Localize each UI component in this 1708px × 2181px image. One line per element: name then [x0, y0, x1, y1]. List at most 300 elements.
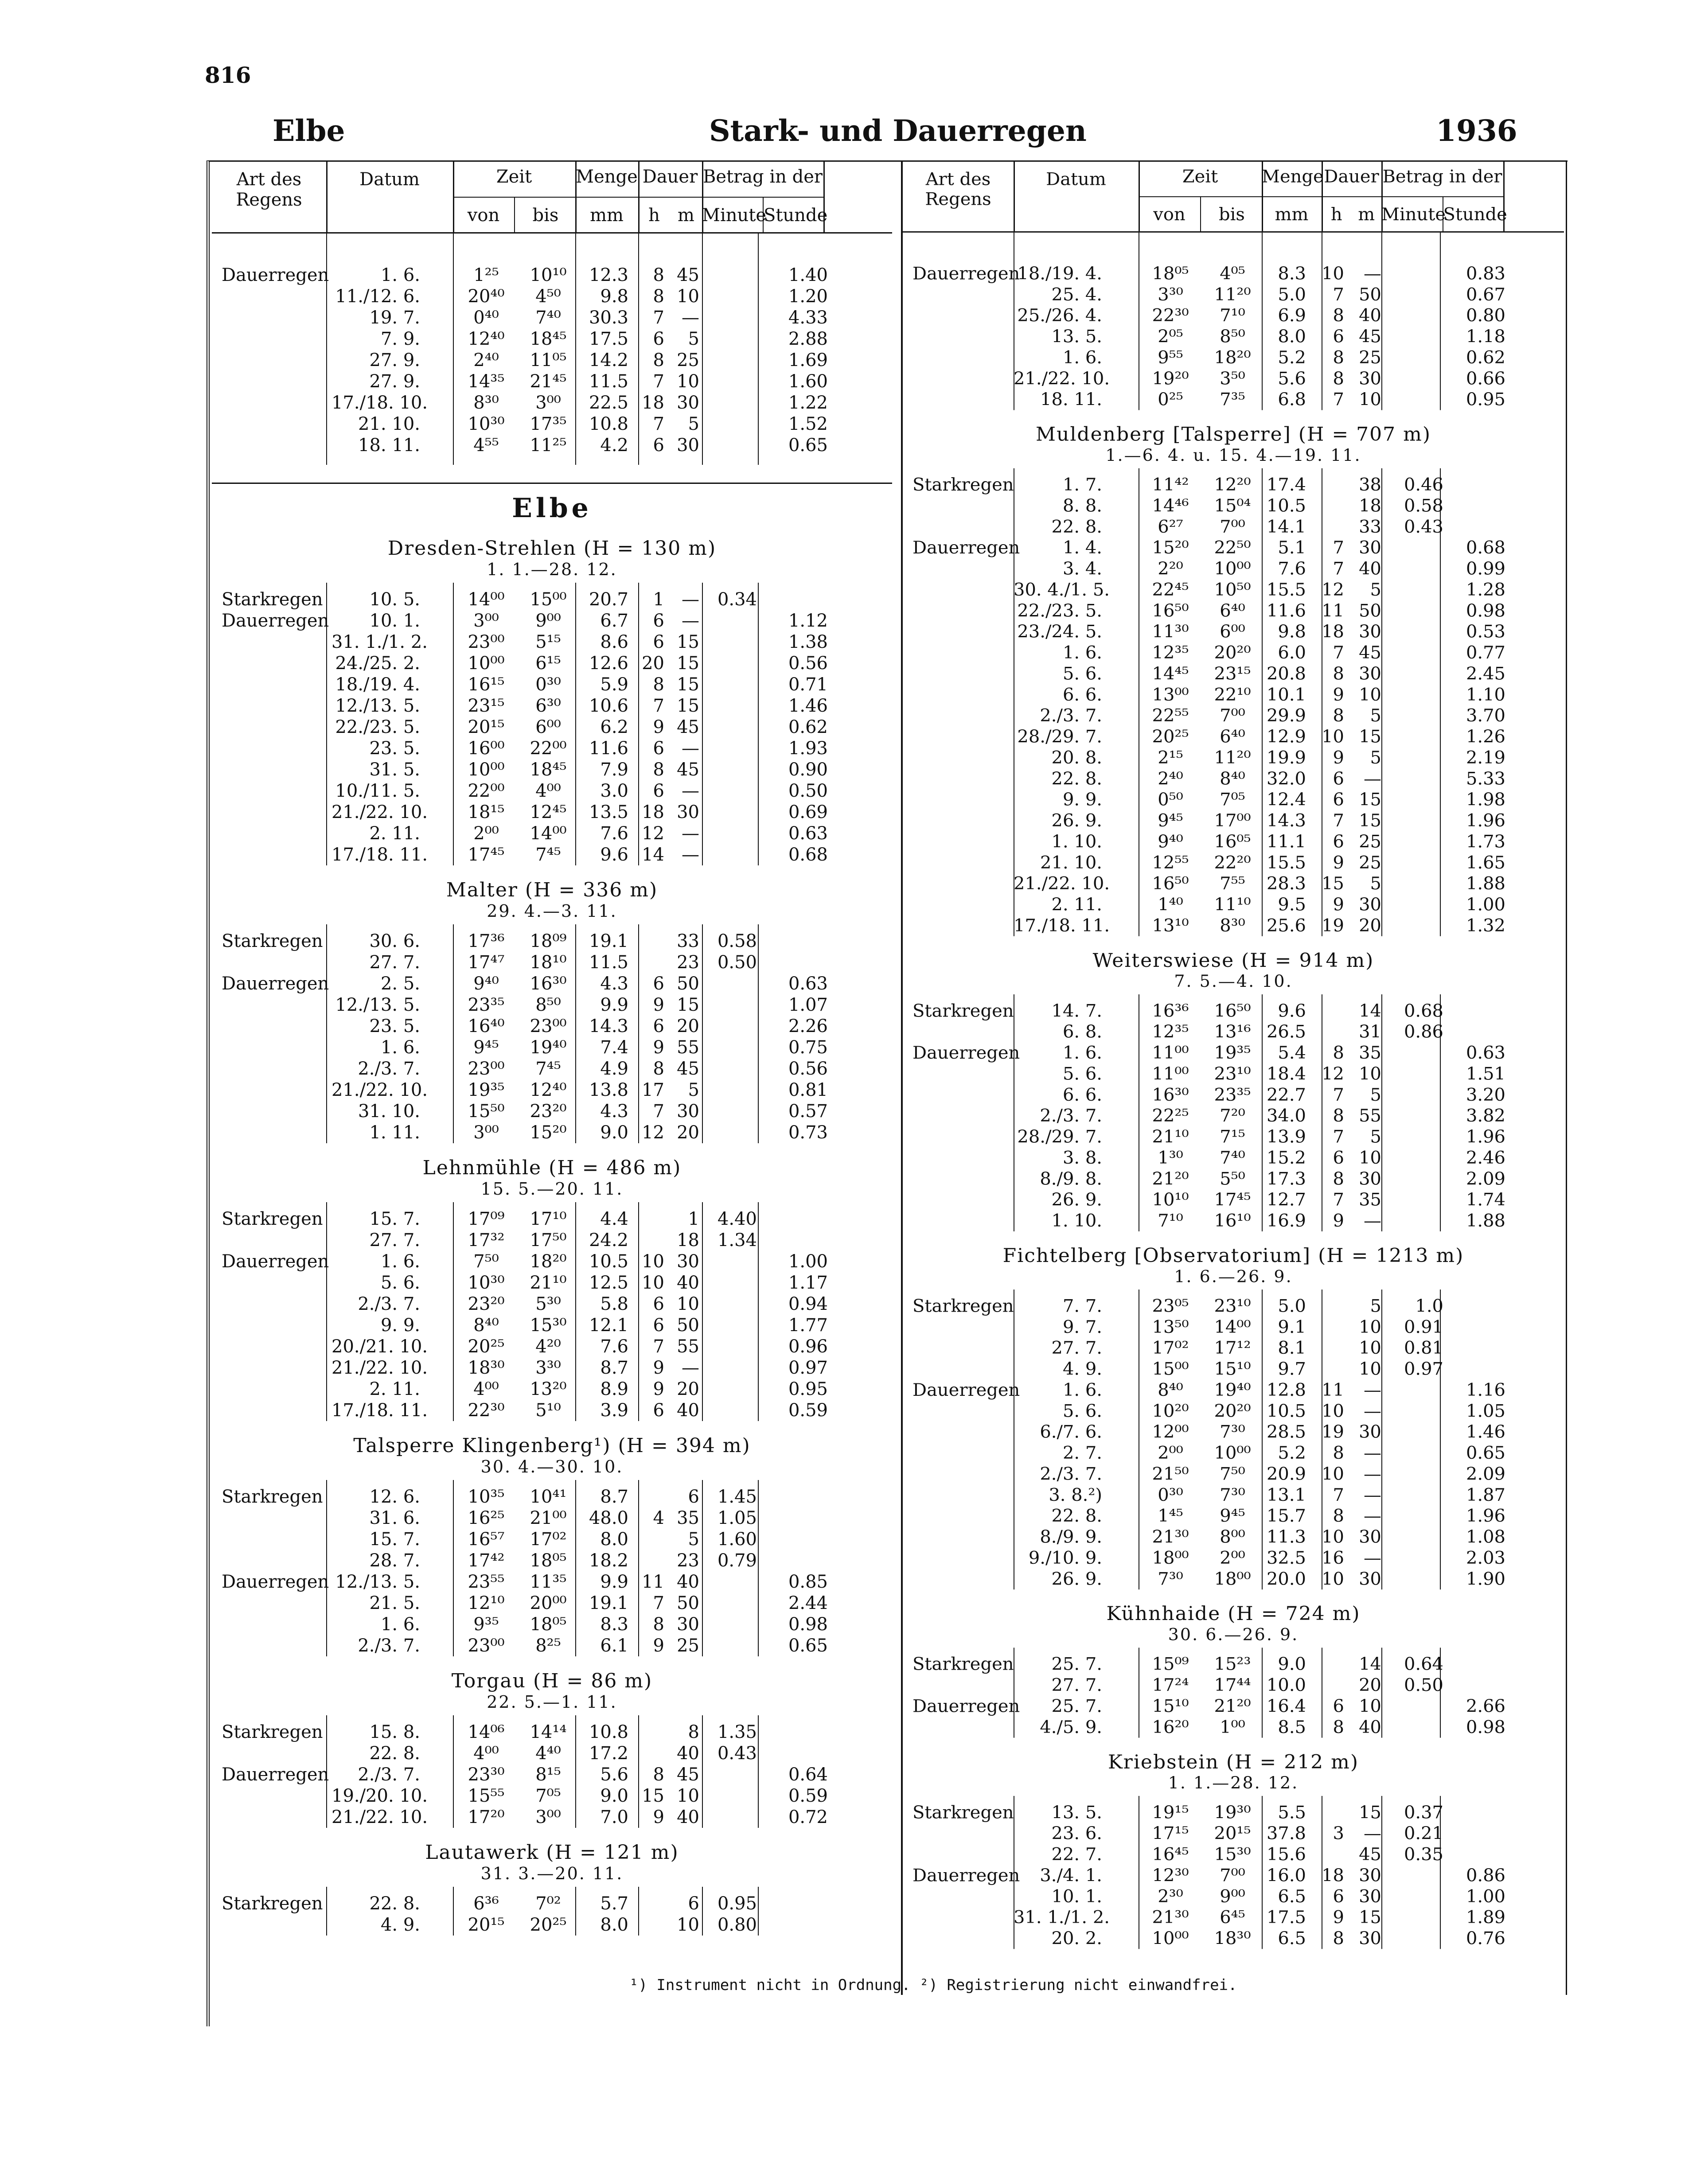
cell-dat: 15. 8. [369, 1722, 420, 1742]
cell-dat: 19. 7. [369, 308, 420, 328]
cell-dat: 2. 11. [369, 823, 420, 844]
cell-bis: 7¹⁰ [1220, 305, 1245, 326]
table-row [212, 1230, 892, 1251]
cell-dh: 9 [1333, 853, 1344, 873]
station-name: Lehnmühle (H = 486 m) [422, 1157, 682, 1179]
cell-dat: 12. 6. [369, 1487, 420, 1507]
header-sub-dau-0: h [1322, 196, 1352, 232]
column-rule [326, 1887, 327, 1936]
cell-dm: 14 [1359, 1001, 1381, 1021]
table-row [903, 1886, 1564, 1907]
cell-dat: 1. 10. [1051, 1211, 1102, 1231]
cell-bmi: 0.46 [1404, 475, 1443, 495]
cell-dh: 6 [1333, 1886, 1344, 1907]
header-cell-zeit [453, 160, 577, 232]
table-row [903, 915, 1564, 936]
cell-men: 34.0 [1266, 1106, 1306, 1126]
table-row [212, 610, 892, 631]
cell-men: 8.3 [600, 1614, 628, 1635]
cell-von: 6³⁶ [473, 1893, 499, 1914]
cell-dh: 18 [642, 393, 664, 413]
cell-bis: 19⁴⁰ [1214, 1380, 1251, 1400]
cell-bis: 17⁰² [530, 1529, 567, 1550]
cell-von: 22³⁰ [468, 1400, 505, 1421]
cell-men: 16.0 [1266, 1865, 1306, 1886]
cell-dat: 5. 6. [380, 1273, 420, 1293]
table-row [903, 1168, 1564, 1189]
cell-dat: 22./23. 5. [335, 717, 420, 737]
cell-dat: 12./13. 5. [335, 1572, 420, 1592]
cell-bis: 20²⁵ [530, 1915, 567, 1935]
cell-bis: 18⁰⁹ [530, 931, 567, 951]
cell-bis: 0³⁰ [535, 674, 561, 695]
table-row [212, 1785, 892, 1807]
cell-bst: 1.88 [1466, 873, 1505, 894]
cell-dat: 27. 9. [369, 371, 420, 392]
cell-bis: 10¹⁰ [530, 265, 567, 285]
cell-bst: 0.85 [788, 1572, 828, 1592]
cell-men: 13.8 [589, 1080, 628, 1100]
cell-dm: 5 [688, 1080, 699, 1100]
cell-dat: 18. 11. [358, 435, 420, 456]
cell-bis: 11³⁵ [530, 1572, 567, 1592]
cell-dm: 15 [677, 632, 699, 652]
cell-men: 32.5 [1266, 1548, 1306, 1568]
cell-von: 16³⁶ [1152, 1001, 1189, 1021]
cell-bis: 10⁰⁰ [1214, 1443, 1251, 1463]
cell-dm: — [1364, 1485, 1381, 1505]
cell-dh: 9 [653, 717, 664, 737]
cell-dh: 18 [642, 802, 664, 822]
cell-bmi: 0.58 [1404, 495, 1443, 516]
cell-dh: 7 [1333, 1485, 1344, 1505]
cell-von: 13⁵⁰ [1152, 1317, 1189, 1337]
cell-bis: 4⁰⁰ [535, 781, 561, 801]
cell-dat: 1. 6. [1062, 1043, 1102, 1063]
cell-dh: 7 [653, 414, 664, 434]
cell-dm: 30 [1359, 1168, 1381, 1189]
cell-von: 21⁵⁰ [1152, 1464, 1189, 1484]
cell-dm: 25 [1359, 831, 1381, 852]
column-rule [1381, 233, 1382, 410]
table-row [903, 643, 1564, 663]
cell-dm: 45 [677, 759, 699, 780]
cell-dm: 30 [1359, 368, 1381, 389]
header-cell-men [1262, 160, 1323, 231]
cell-dm: — [682, 611, 699, 631]
cell-men: 30.3 [589, 308, 628, 328]
cell-art: Starkregen [912, 1001, 1014, 1021]
cell-dat: 30. 4./1. 5. [1014, 580, 1110, 600]
cell-von: 1⁴⁵ [1158, 1506, 1183, 1527]
cell-bst: 0.94 [788, 1294, 828, 1314]
cell-dat: 1. 6. [380, 1614, 420, 1635]
column-rule [453, 924, 454, 1143]
cell-dh: 8 [1333, 1717, 1344, 1737]
cell-bis: 22²⁰ [1214, 853, 1251, 873]
cell-dat: 1. 6. [380, 1251, 420, 1272]
station-rows-4 [212, 1715, 892, 1828]
cell-bst: 3.70 [1466, 705, 1505, 726]
cell-von: 17³⁶ [468, 931, 505, 951]
cell-dat: 6. 8. [1062, 1022, 1102, 1042]
cell-dat: 23. 6. [1051, 1823, 1102, 1844]
cell-dat: 27. 7. [1051, 1338, 1102, 1359]
cell-bst: 0.63 [1466, 1043, 1505, 1063]
cell-von: 18¹⁵ [468, 802, 505, 822]
header-cell-bet [1381, 160, 1505, 231]
cell-men: 13.5 [589, 802, 628, 822]
cell-dm: 30 [1359, 1422, 1381, 1442]
cell-von: 23¹⁵ [468, 696, 505, 716]
cell-bis: 3⁵⁰ [1220, 368, 1245, 389]
cell-bis: 8³⁰ [1220, 915, 1245, 936]
station-period: 1. 1.—28. 12. [1168, 1773, 1299, 1793]
cell-dh: 14 [642, 845, 664, 865]
river-title: Elbe [512, 493, 592, 524]
cell-dat: 6. 6. [1062, 685, 1102, 705]
cell-dm: 23 [677, 1550, 699, 1571]
cell-dh: 8 [1333, 1043, 1344, 1063]
header-sub-dau-0: h [638, 197, 670, 233]
cell-bst: 0.62 [1466, 347, 1505, 368]
cell-dat: 8. 8. [1062, 495, 1102, 516]
cell-von: 2⁰⁰ [473, 823, 499, 844]
cell-dat: 21. 10. [358, 414, 420, 434]
table-row [903, 705, 1564, 726]
cell-bmi: 0.37 [1404, 1802, 1443, 1823]
cell-dat: 9./10. 9. [1028, 1548, 1102, 1568]
table-row [903, 1084, 1564, 1105]
cell-dm: 20 [677, 1379, 699, 1399]
cell-dat: 28./29. 7. [1017, 727, 1102, 747]
cell-bis: 3³⁰ [535, 1358, 561, 1378]
cell-dm: — [1364, 1401, 1381, 1422]
table-row [903, 1043, 1564, 1063]
cell-men: 15.6 [1266, 1844, 1306, 1865]
cell-bis: 19⁴⁰ [530, 1037, 567, 1058]
table-header [903, 160, 1564, 233]
cell-bmi: 1.05 [717, 1508, 757, 1528]
cell-von: 8³⁰ [473, 393, 499, 413]
cell-men: 9.0 [600, 1122, 628, 1143]
cell-dh: 10 [642, 1273, 664, 1293]
cell-dh: 4 [653, 1508, 664, 1528]
cell-dh: 15 [1322, 873, 1344, 894]
cell-dh: 6 [1333, 1696, 1344, 1717]
cell-dat: 2. 5. [380, 974, 420, 994]
cell-dh: 6 [653, 974, 664, 994]
cell-dm: 30 [1359, 622, 1381, 642]
station-name: Kühnhaide (H = 724 m) [1106, 1602, 1361, 1625]
cell-von: 22³⁰ [1152, 305, 1189, 326]
column-rule [326, 1480, 327, 1656]
cell-von: 15⁰⁹ [1152, 1654, 1189, 1675]
cell-men: 6.5 [1278, 1928, 1306, 1949]
cell-dm: 10 [1359, 685, 1381, 705]
cell-dat: 17./18. 10. [331, 393, 428, 413]
cell-men: 20.0 [1266, 1569, 1306, 1589]
cell-bmi: 1.35 [717, 1722, 757, 1742]
cell-men: 17.5 [1266, 1907, 1306, 1928]
station-name: Malter (H = 336 m) [446, 879, 658, 901]
header-cell-bet [702, 160, 828, 232]
cell-dh: 7 [1333, 1190, 1344, 1210]
header-label-bet: Betrag in der [1382, 166, 1502, 187]
cell-dm: 40 [677, 1572, 699, 1592]
cell-dm: 30 [1359, 1928, 1381, 1949]
cell-dm: 50 [1359, 284, 1381, 305]
cell-von: 0⁵⁰ [1158, 790, 1183, 810]
cell-bis: 23¹⁰ [1214, 1296, 1251, 1316]
cell-bst: 1.96 [1466, 1127, 1505, 1147]
cell-dh: 9 [653, 1037, 664, 1058]
cell-dh: 6 [1333, 768, 1344, 789]
cell-bst: 1.87 [1466, 1485, 1505, 1505]
cell-von: 11³⁰ [1152, 622, 1189, 642]
cell-men: 14.2 [589, 350, 628, 370]
station-period: 30. 4.—30. 10. [480, 1457, 624, 1476]
cell-von: 2¹⁵ [1158, 748, 1183, 768]
cell-men: 19.1 [589, 931, 628, 951]
cell-bst: 1.73 [1466, 831, 1505, 852]
table-row [903, 1844, 1564, 1865]
column-rule [1381, 468, 1382, 936]
cell-von: 9⁵⁵ [1158, 347, 1183, 368]
cell-dh: 8 [653, 265, 664, 285]
cell-dh: 8 [1333, 663, 1344, 684]
cell-bis: 14⁰⁰ [1214, 1317, 1251, 1337]
table-row [903, 263, 1564, 284]
cell-bis: 10⁴¹ [530, 1487, 567, 1507]
cell-bis: 18⁴⁵ [530, 759, 567, 780]
cell-dm: 50 [1359, 600, 1381, 621]
station-period: 31. 3.—20. 11. [480, 1864, 624, 1883]
table-row [903, 1189, 1564, 1210]
table-row [903, 789, 1564, 810]
cell-bis: 18²⁰ [530, 1251, 567, 1272]
station-rows-4 [903, 1796, 1564, 1949]
cell-bis: 18²⁰ [1214, 347, 1251, 368]
cell-dm: — [1364, 263, 1381, 284]
table-row [903, 326, 1564, 347]
cell-dat: 4./5. 9. [1040, 1717, 1102, 1737]
cell-men: 8.0 [600, 1915, 628, 1935]
table-row [903, 1422, 1564, 1442]
cell-dm: 6 [688, 1893, 699, 1914]
cell-men: 11.1 [1266, 831, 1306, 852]
cell-bst: 0.63 [788, 823, 828, 844]
cell-men: 9.9 [600, 1572, 628, 1592]
station-period: 22. 5.—1. 11. [487, 1692, 617, 1712]
cell-dm: 45 [677, 1764, 699, 1785]
cell-men: 5.8 [600, 1294, 628, 1314]
header-cell-art [212, 160, 328, 232]
cell-bst: 3.20 [1466, 1085, 1505, 1105]
cell-von: 2⁴⁰ [473, 350, 499, 370]
cell-dm: 30 [1359, 1886, 1381, 1907]
column-rule [1262, 233, 1263, 410]
cell-dat: 2./3. 7. [1040, 1106, 1102, 1126]
cell-men: 25.6 [1266, 915, 1306, 936]
cell-von: 0⁴⁰ [473, 308, 499, 328]
station-name: Weiterswiese (H = 914 m) [1092, 949, 1374, 972]
cell-bst: 1.98 [1466, 790, 1505, 810]
table-row [212, 1593, 892, 1614]
cell-dh: 1 [653, 589, 664, 610]
column-rule [1381, 1289, 1382, 1589]
cell-dm: 25 [677, 350, 699, 370]
cell-bst: 0.56 [788, 653, 828, 674]
cell-bst: 0.56 [788, 1059, 828, 1079]
cell-dat: 3. 8. [1062, 1148, 1102, 1168]
station-rows-3 [212, 1480, 892, 1656]
cell-men: 4.3 [600, 974, 628, 994]
cell-bst: 2.09 [1466, 1464, 1505, 1484]
cell-bis: 6⁴⁰ [1220, 727, 1245, 747]
cell-dm: 25 [1359, 853, 1381, 873]
table-row [212, 1079, 892, 1101]
cell-von: 13⁰⁰ [1152, 685, 1189, 705]
table-row [903, 600, 1564, 621]
table-row [903, 894, 1564, 915]
cell-dh: 18 [1322, 622, 1344, 642]
cell-dh: 9 [653, 1636, 664, 1656]
table-row [903, 558, 1564, 579]
cell-bis: 6⁴⁰ [1220, 600, 1245, 621]
cell-men: 11.6 [589, 738, 628, 759]
cell-bis: 17¹⁰ [530, 1209, 567, 1229]
cell-men: 10.8 [589, 414, 628, 434]
cell-bst: 1.32 [1466, 915, 1505, 936]
cell-bis: 19³⁰ [1214, 1802, 1251, 1823]
cell-bmi: 0.50 [1404, 1675, 1443, 1695]
table-row [212, 1400, 892, 1421]
cell-von: 3⁰⁰ [473, 1122, 499, 1143]
cell-dat: 19./20. 10. [331, 1786, 428, 1806]
cell-von: 23⁰⁰ [468, 632, 505, 652]
cell-bst: 0.90 [788, 759, 828, 780]
cell-bst: 1.65 [1466, 853, 1505, 873]
cell-dh: 11 [1322, 600, 1344, 621]
cell-dm: 50 [677, 1315, 699, 1336]
column-rule [1262, 1796, 1263, 1949]
cell-bis: 7⁰⁰ [1220, 517, 1245, 537]
cell-von: 9⁴⁵ [473, 1037, 499, 1058]
cell-bst: 2.66 [1466, 1696, 1505, 1717]
cell-bis: 11²⁵ [530, 435, 567, 456]
cell-bis: 6⁰⁰ [1220, 622, 1245, 642]
cell-dm: — [1364, 1548, 1381, 1568]
cell-men: 9.6 [1278, 1001, 1306, 1021]
cell-men: 12.5 [589, 1273, 628, 1293]
table-row [903, 1717, 1564, 1737]
footnotes: ¹) Instrument nicht in Ordnung. ²) Registrierung nicht einwandfrei. [629, 1976, 1237, 1994]
cell-dm: 23 [677, 952, 699, 973]
cell-dm: 40 [677, 1400, 699, 1421]
cell-art: Starkregen [222, 589, 323, 610]
cell-von: 11⁰⁰ [1152, 1043, 1189, 1063]
cell-bst: 0.59 [788, 1400, 828, 1421]
cell-bst: 0.65 [788, 1636, 828, 1656]
cell-bis: 21⁰⁰ [530, 1508, 567, 1528]
cell-dm: 45 [1359, 1844, 1381, 1865]
cell-dh: 8 [1333, 705, 1344, 726]
cell-bst: 0.65 [788, 435, 828, 456]
cell-dh: 9 [1333, 894, 1344, 915]
column-rule [702, 583, 703, 865]
cell-dat: 18. 11. [1040, 389, 1102, 410]
cell-men: 17.3 [1266, 1168, 1306, 1189]
cell-bst: 3.82 [1466, 1106, 1505, 1126]
cell-bis: 5¹⁵ [535, 632, 561, 652]
cell-bis: 2⁰⁰ [1220, 1548, 1245, 1568]
cell-von: 17²⁴ [1152, 1675, 1189, 1695]
cell-bst: 1.16 [1466, 1380, 1505, 1400]
cell-dat: 22. 7. [1051, 1844, 1102, 1865]
cell-men: 12.1 [589, 1315, 628, 1336]
cell-von: 19²⁰ [1152, 368, 1189, 389]
cell-dm: 55 [1359, 1106, 1381, 1126]
cell-von: 9⁴⁵ [1158, 810, 1183, 831]
cell-bst: 1.74 [1466, 1190, 1505, 1210]
cell-von: 2²⁰ [1158, 559, 1183, 579]
cell-men: 5.1 [1278, 537, 1306, 558]
cell-dat: 1. 6. [380, 1037, 420, 1058]
cell-bis: 22⁰⁰ [530, 738, 567, 759]
column-rule [575, 924, 576, 1143]
cell-dh: 6 [653, 435, 664, 456]
cell-bis: 5³⁰ [535, 1294, 561, 1314]
left-top-rows [212, 234, 892, 465]
cell-von: 4⁰⁰ [473, 1379, 499, 1399]
station-period: 15. 5.—20. 11. [480, 1179, 624, 1199]
header-label-bet: Betrag in der [702, 167, 823, 187]
table-row [212, 589, 892, 610]
table-row [903, 663, 1564, 684]
cell-dh: 7 [1333, 643, 1344, 663]
table-row [903, 873, 1564, 894]
column-rule [1381, 1647, 1382, 1737]
table-row [212, 1507, 892, 1529]
cell-dh: 10 [642, 1251, 664, 1272]
cell-dat: 2./3. 7. [358, 1059, 420, 1079]
cell-bis: 9⁰⁰ [535, 611, 561, 631]
cell-bst: 1.52 [788, 414, 828, 434]
cell-von: 17⁴⁵ [468, 845, 505, 865]
table-row [903, 726, 1564, 747]
cell-dat: 2. 11. [369, 1379, 420, 1399]
cell-von: 7⁵⁰ [473, 1251, 499, 1272]
column-rule [1262, 468, 1263, 936]
cell-men: 15.5 [1266, 853, 1306, 873]
table-row [212, 392, 892, 413]
cell-bst: 4.33 [788, 308, 828, 328]
header-sub-zeit-0: von [453, 197, 514, 233]
cell-bis: 13²⁰ [530, 1379, 567, 1399]
cell-bis: 17⁰⁰ [1214, 810, 1251, 831]
cell-men: 12.7 [1266, 1190, 1306, 1210]
cell-dm: 40 [677, 1807, 699, 1827]
cell-men: 11.5 [589, 952, 628, 973]
cell-bis: 12⁴⁰ [530, 1080, 567, 1100]
cell-dat: 14. 7. [1051, 1001, 1102, 1021]
table-row [903, 1865, 1564, 1886]
cell-men: 7.6 [1278, 559, 1306, 579]
cell-von: 20¹⁵ [468, 1915, 505, 1935]
cell-men: 18.4 [1266, 1063, 1306, 1084]
cell-men: 28.5 [1266, 1422, 1306, 1442]
